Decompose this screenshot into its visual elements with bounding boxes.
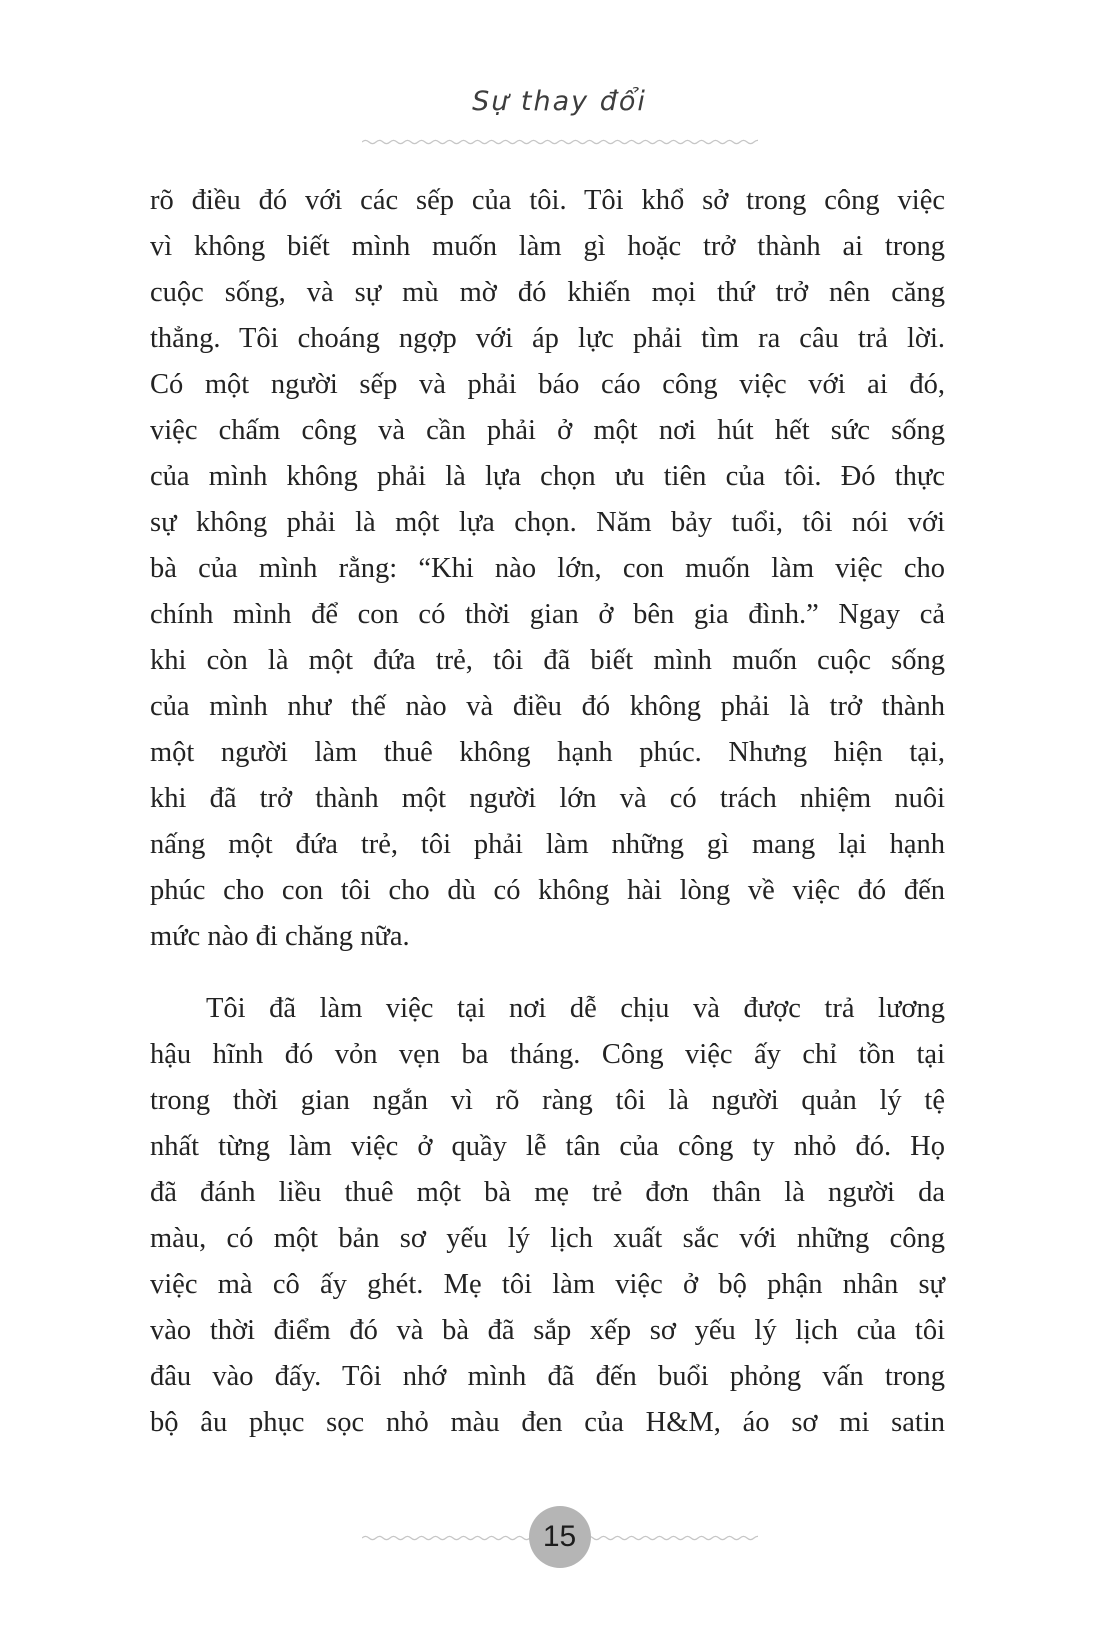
page-body	[150, 178, 945, 1446]
text-line: đã đánh liều thuê một bà mẹ trẻ đơn thân là người da	[150, 1177, 945, 1208]
text-line: Có một người sếp và phải báo cáo công việc với ai đó,	[150, 369, 945, 400]
text-line: khi đã trở thành một người lớn và có trách nhiệm nuôi	[150, 783, 945, 814]
wavy-line-icon	[362, 137, 758, 147]
text-line: thẳng. Tôi choáng ngợp với áp lực phải tìm ra câu trả lời.	[150, 323, 945, 354]
text-line: mức nào đi chăng nữa.	[150, 921, 410, 952]
text-line: khi còn là một đứa trẻ, tôi đã biết mình muốn cuộc sống	[150, 645, 945, 676]
header-wavy-divider	[362, 137, 758, 147]
text-line: phúc cho con tôi cho dù có không hài lòng về việc đó đến	[150, 875, 945, 906]
text-line: cuộc sống, và sự mù mờ đó khiến mọi thứ trở nên căng	[150, 277, 945, 308]
text-line: nhất từng làm việc ở quầy lễ tân của công ty nhỏ đó. Họ	[150, 1131, 945, 1162]
text-line: việc chấm công và cần phải ở một nơi hút hết sức sống	[150, 415, 945, 446]
text-line: vào thời điểm đó và bà đã sắp xếp sơ yếu lý lịch của tôi	[150, 1315, 945, 1346]
text-line: Tôi đã làm việc tại nơi dễ chịu và được trả lương	[206, 993, 945, 1024]
text-line: bà của mình rằng: “Khi nào lớn, con muốn làm việc cho	[150, 553, 945, 584]
text-line: màu, có một bản sơ yếu lý lịch xuất sắc với những công	[150, 1223, 945, 1254]
text-line: chính mình để con có thời gian ở bên gia đình.” Ngay cả	[150, 599, 945, 630]
paragraph	[150, 986, 945, 1446]
text-line: rõ điều đó với các sếp của tôi. Tôi khổ sở trong công việc	[150, 185, 945, 216]
text-line: đâu vào đấy. Tôi nhớ mình đã đến buổi phỏng vấn trong	[150, 1361, 945, 1392]
text-line: một người làm thuê không hạnh phúc. Nhưng hiện tại,	[150, 737, 945, 768]
paragraph	[150, 178, 945, 960]
text-line: bộ âu phục sọc nhỏ màu đen của H&M, áo sơ mi satin	[150, 1407, 945, 1438]
page-header	[0, 86, 1119, 117]
text-line: vì không biết mình muốn làm gì hoặc trở thành ai trong	[150, 231, 945, 262]
text-line: của mình không phải là lựa chọn ưu tiên của tôi. Đó thực	[150, 461, 945, 492]
text-line: hậu hĩnh đó vỏn vẹn ba tháng. Công việc ấy chỉ tồn tại	[150, 1039, 945, 1070]
text-line: việc mà cô ấy ghét. Mẹ tôi làm việc ở bộ phận nhân sự	[150, 1269, 945, 1300]
text-line: nấng một đứa trẻ, tôi phải làm những gì mang lại hạnh	[150, 829, 945, 860]
page-number: 15	[542, 1520, 577, 1553]
text-line: của mình như thế nào và điều đó không phải là trở thành	[150, 691, 945, 722]
text-line: sự không phải là một lựa chọn. Năm bảy tuổi, tôi nói với	[150, 507, 945, 538]
page-number-badge	[529, 1506, 591, 1568]
chapter-title: Sự thay đổi	[472, 86, 647, 117]
text-line: trong thời gian ngắn vì rõ ràng tôi là người quản lý tệ	[150, 1085, 945, 1116]
